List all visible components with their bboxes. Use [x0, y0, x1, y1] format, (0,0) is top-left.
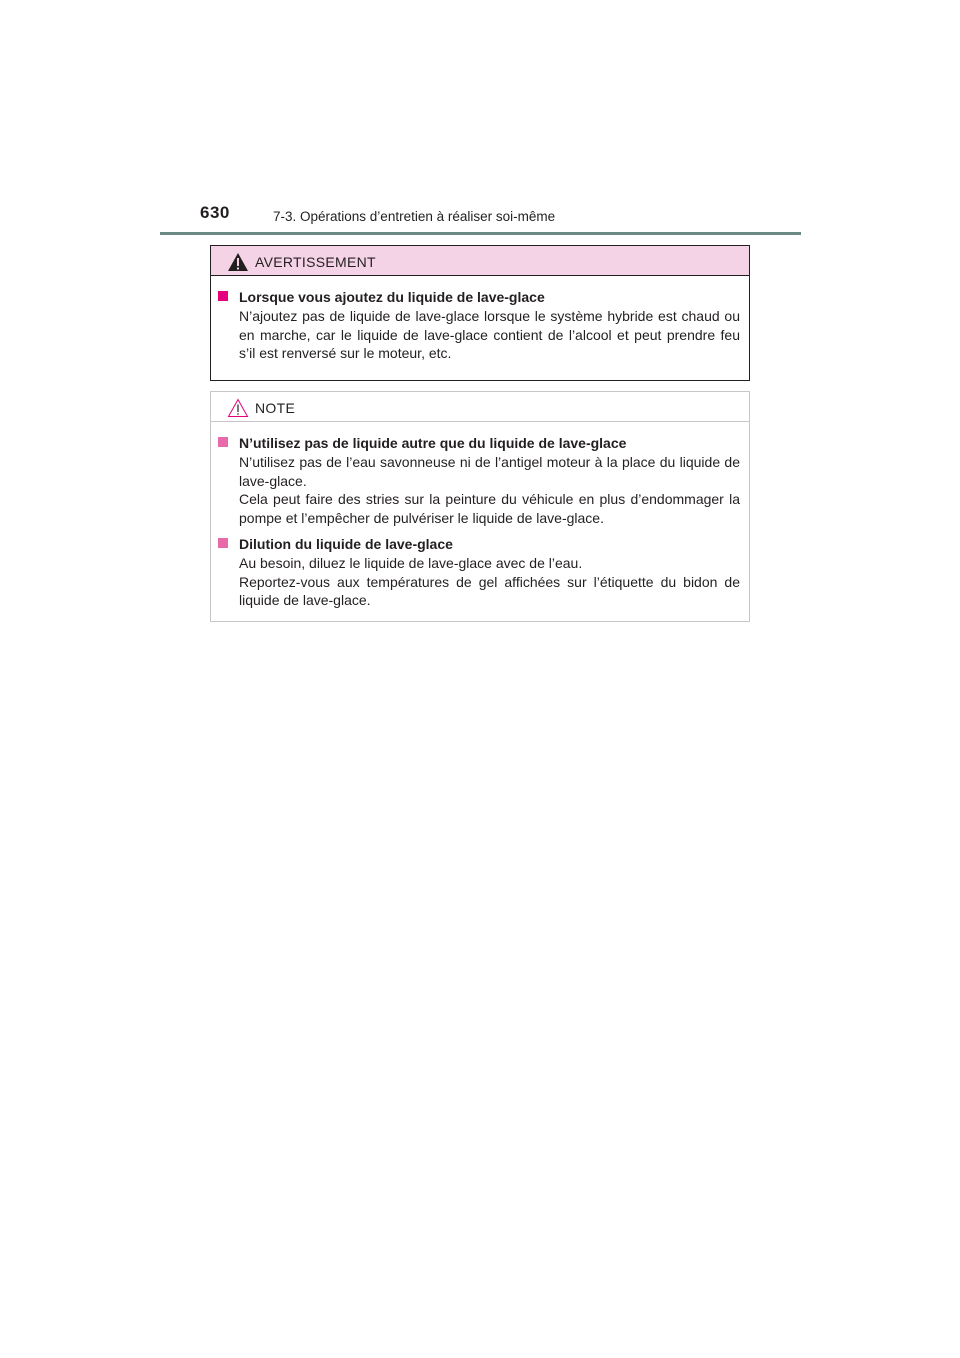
note-box-header — [211, 392, 749, 422]
warning-box-header — [211, 246, 749, 276]
bullet-square-icon — [218, 538, 228, 548]
warning-item-title: Lorsque vous ajoutez du liquide de lave-glace — [239, 289, 545, 305]
note-item-paragraph: Au besoin, diluez le liquide de lave-glace avec de l’eau. — [239, 555, 583, 571]
note-item-body — [239, 554, 740, 610]
note-item-title: Dilution du liquide de lave-glace — [239, 536, 453, 552]
warning-box-title: AVERTISSEMENT — [255, 254, 376, 270]
note-item-paragraph: N’utilisez pas de l’eau savonneuse ni de l’antigel moteur à la place du liquide de lave-glace. — [239, 454, 740, 489]
note-box-title: NOTE — [255, 400, 296, 416]
note-box — [210, 391, 750, 622]
warning-box — [210, 245, 750, 381]
bullet-square-icon — [218, 291, 228, 301]
note-item-body — [239, 453, 740, 527]
note-item-paragraph: Cela peut faire des stries sur la peinture du véhicule en plus d’endommager la pompe et l’empêcher de pulvériser le liquide de lave-glace. — [239, 491, 740, 526]
warning-item — [211, 288, 749, 363]
caution-triangle-outline-icon — [227, 398, 249, 418]
section-title: 7-3. Opérations d’entretien à réaliser soi-même — [273, 209, 556, 224]
note-item — [211, 434, 749, 527]
page-number: 630 — [200, 203, 230, 222]
bullet-square-icon — [218, 437, 228, 447]
note-item-title: N’utilisez pas de liquide autre que du liquide de lave-glace — [239, 435, 627, 451]
warning-triangle-icon — [227, 252, 249, 272]
note-item — [211, 535, 749, 610]
header-rule — [160, 232, 801, 235]
note-item-paragraph: Reportez-vous aux températures de gel affichées sur l’étiquette du bidon de liquide de lave-glace. — [239, 573, 740, 608]
warning-item-paragraph: N’ajoutez pas de liquide de lave-glace lorsque le système hybride est chaud ou en marche, car le liquide de lave-glace contient de l’alcool et peut prendre feu s’il est renversé sur le moteur, etc. — [239, 308, 740, 361]
warning-item-body — [239, 307, 740, 363]
